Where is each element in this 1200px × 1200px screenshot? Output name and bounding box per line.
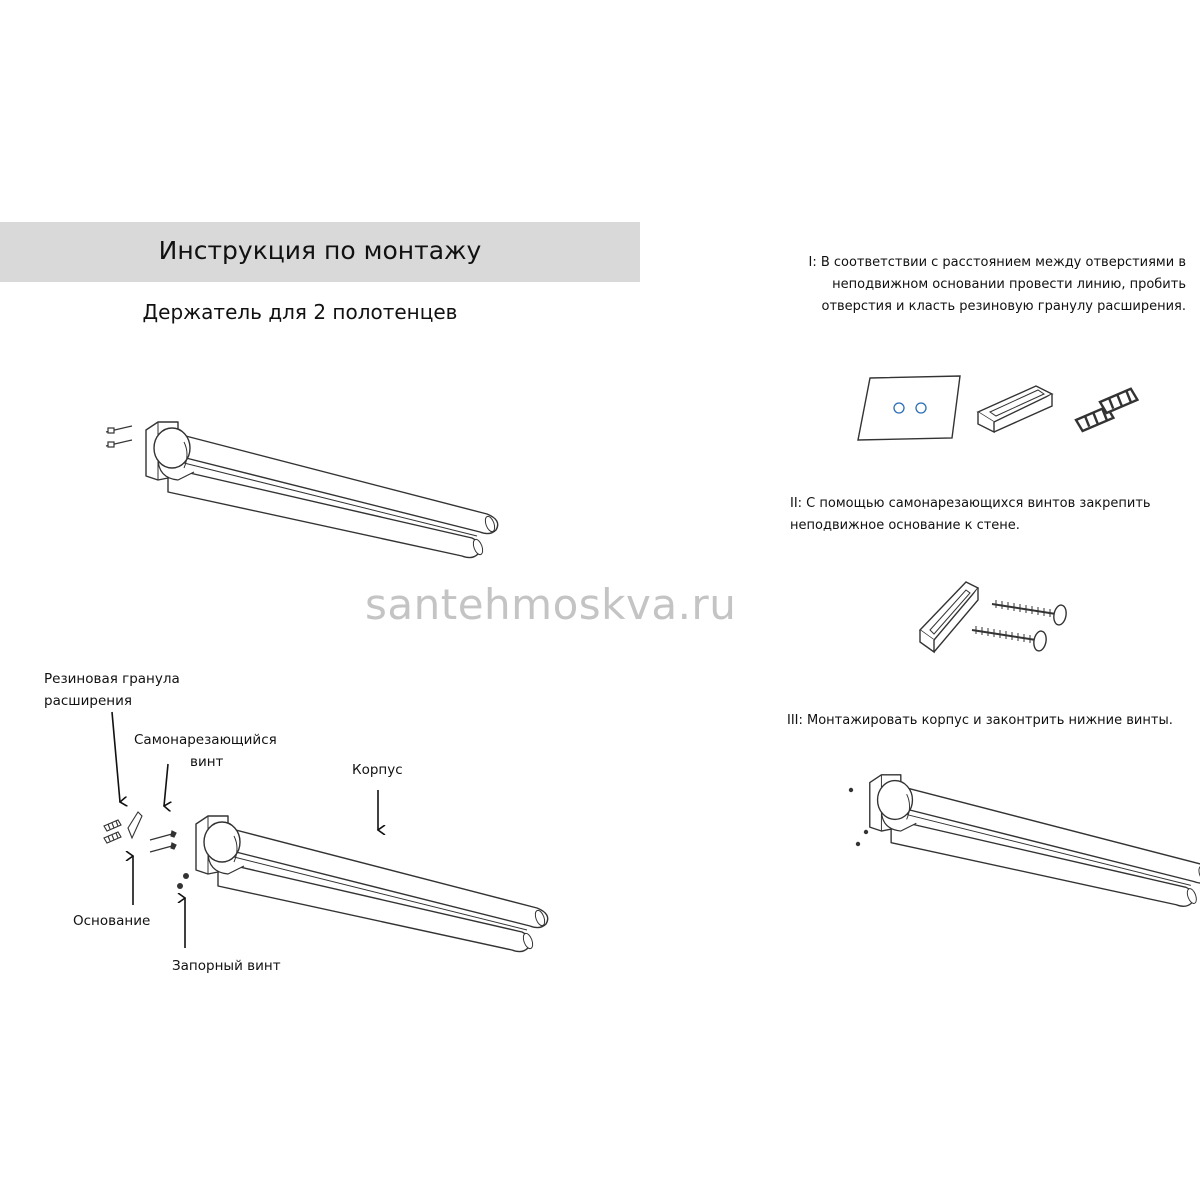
- step-3-text: III: Монтажировать корпус и законтрить нижние винты.: [787, 713, 1173, 728]
- step-2-text: II: С помощью самонарезающихся винтов закрепить неподвижное основание к стене.: [790, 496, 1151, 533]
- step-1-text: I: В соответствии с расстоянием между отверстиями в неподвижном основании провести линию, пробить отверстия и класть резиновую гранулу расширения.: [808, 255, 1186, 314]
- watermark: santehmoskva.ru: [365, 580, 737, 629]
- step1-illustration: [858, 376, 1137, 440]
- page-subtitle: Держатель для 2 полотенцев: [142, 300, 458, 324]
- step2-illustration: [920, 582, 1068, 652]
- step3-illustration: [849, 775, 1200, 907]
- label-base: Основание: [73, 913, 151, 929]
- page-title: Инструкция по монтажу: [158, 236, 482, 265]
- label-body: Корпус: [352, 762, 403, 778]
- label-screw: Самонарезающийся винт: [134, 732, 277, 770]
- label-lock-screw: Запорный винт: [172, 958, 281, 974]
- towel-holder-drawing: [106, 422, 498, 558]
- label-rubber-plug: Резиновая гранула расширения: [44, 671, 180, 709]
